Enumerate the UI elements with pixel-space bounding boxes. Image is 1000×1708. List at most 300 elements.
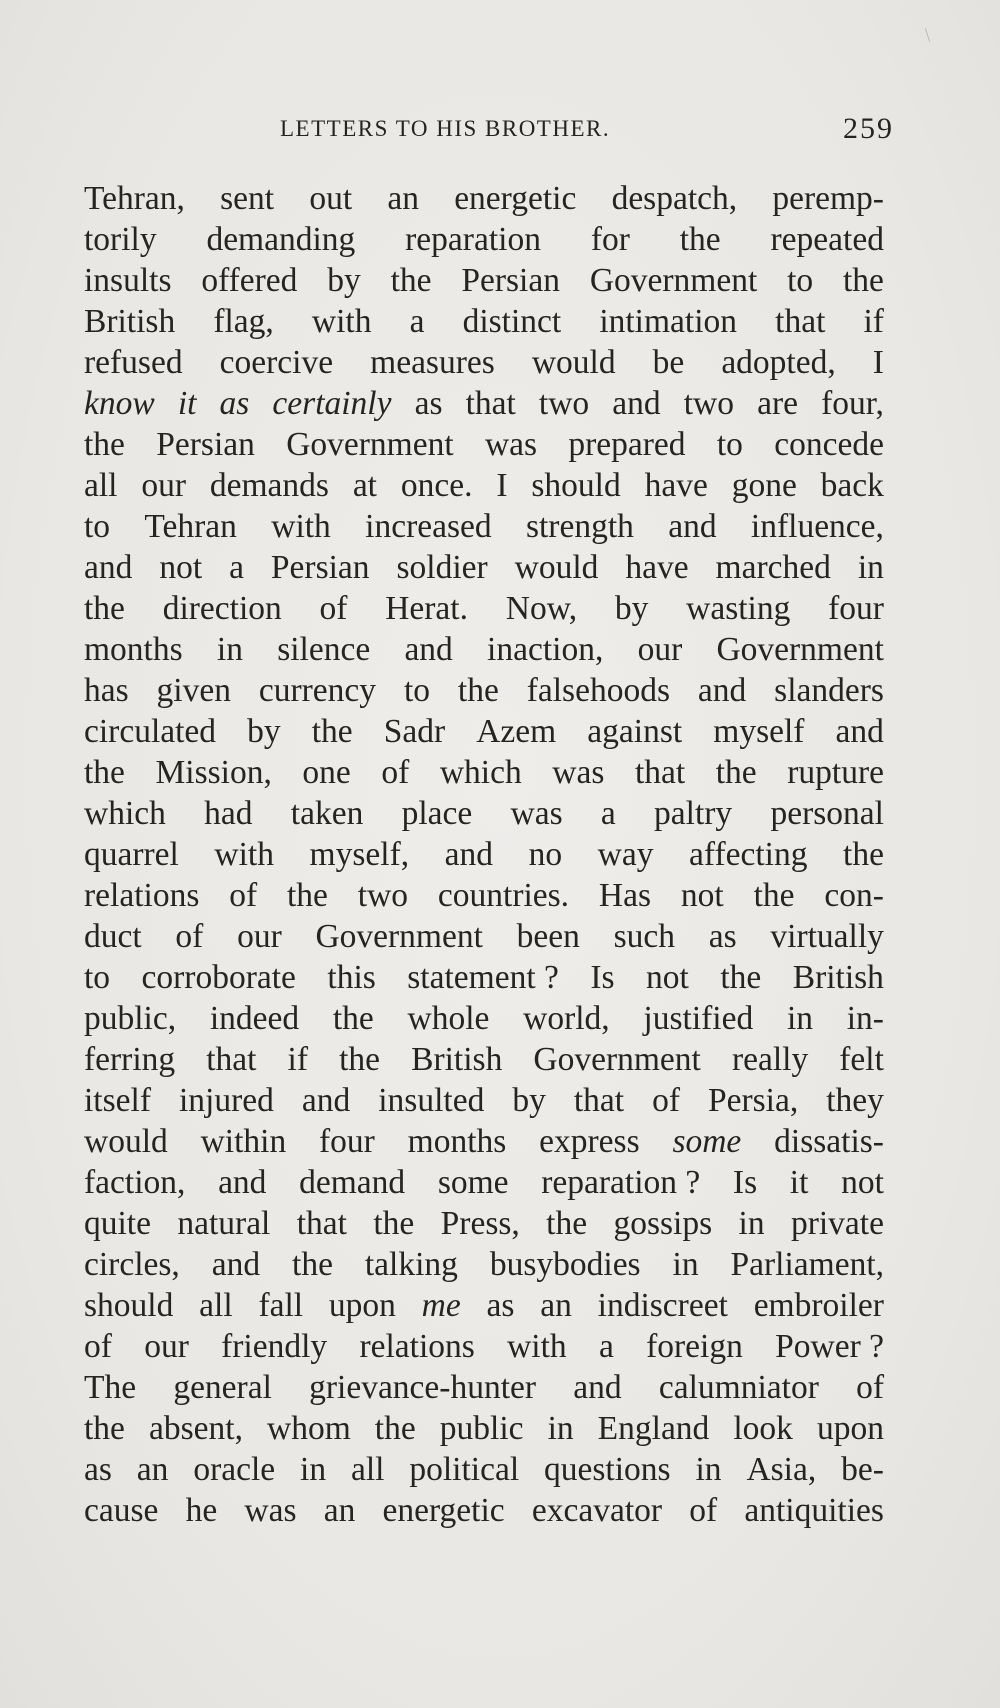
word: increased [365, 508, 492, 545]
word: busybodies [489, 1246, 641, 1283]
word: whole [407, 1000, 490, 1037]
text-line [84, 1449, 884, 1490]
word: myself, [309, 836, 410, 873]
text-line [84, 1367, 884, 1408]
word: rupture [787, 754, 884, 791]
word: the [84, 1410, 125, 1447]
word: this [327, 959, 376, 996]
word: know [84, 385, 155, 422]
word: the [374, 1410, 416, 1447]
word: oracle [193, 1451, 276, 1488]
word: wasting [686, 590, 791, 627]
word: Power ? [775, 1328, 884, 1365]
word: embroiler [753, 1287, 884, 1324]
text-line [84, 342, 884, 383]
word: in [857, 549, 884, 586]
text-line [84, 1408, 884, 1449]
text-line [84, 1162, 884, 1203]
word: back [820, 467, 884, 504]
word: demands [209, 467, 329, 504]
word: out [309, 180, 353, 217]
word: political [409, 1451, 520, 1488]
word: British [84, 303, 176, 340]
word: refused [84, 344, 183, 381]
page-edge-mark [925, 28, 930, 42]
text-line [84, 588, 884, 629]
word: intimation [599, 303, 738, 340]
word: the [842, 262, 884, 299]
word: of [175, 918, 204, 955]
word: indiscreet [597, 1287, 728, 1324]
word: look [733, 1410, 793, 1447]
word: that [206, 1041, 257, 1078]
text-line [84, 670, 884, 711]
word: in [547, 1410, 574, 1447]
text-line [84, 793, 884, 834]
word: paltry [654, 795, 733, 832]
word: some [672, 1123, 742, 1160]
word: Asia, [746, 1451, 817, 1488]
word: Government [315, 918, 483, 955]
word: at [352, 467, 377, 504]
word: which [84, 795, 166, 832]
word: as [84, 1451, 112, 1488]
word: Mission, [155, 754, 272, 791]
word: and [218, 1164, 267, 1201]
word: relations [84, 877, 200, 914]
word: one [302, 754, 351, 791]
word: have [625, 549, 689, 586]
word: all [199, 1287, 233, 1324]
word: energetic [382, 1492, 505, 1529]
word: the [679, 221, 721, 258]
word: that [775, 303, 826, 340]
text-line [84, 1285, 884, 1326]
word: be- [841, 1451, 884, 1488]
word: the [715, 754, 757, 791]
word: our [237, 918, 282, 955]
word: grievance-hunter [309, 1369, 537, 1406]
word: strength [525, 508, 634, 545]
word: I [872, 344, 884, 381]
word: reparation [405, 221, 541, 258]
word: months [407, 1123, 507, 1160]
word: world, [523, 1000, 610, 1037]
word: and [301, 1082, 351, 1119]
word: two [357, 877, 409, 914]
word: an [136, 1451, 169, 1488]
word: personal [770, 795, 884, 832]
word: the [753, 877, 795, 914]
word: absent, [148, 1410, 243, 1447]
word: in [300, 1451, 327, 1488]
text-line [84, 1326, 884, 1367]
word: have [644, 467, 708, 504]
word: direction [162, 590, 282, 627]
word: repeated [770, 221, 884, 258]
word: reparation ? [541, 1164, 701, 1201]
word: peremp- [772, 180, 884, 217]
word: really [731, 1041, 809, 1078]
word: statement ? [407, 959, 559, 996]
word: two [538, 385, 590, 422]
word: the [84, 590, 125, 627]
word: as [486, 1287, 515, 1324]
word: corroborate [141, 959, 296, 996]
word: and [612, 385, 661, 422]
text-line [84, 752, 884, 793]
word: marched [715, 549, 831, 586]
word: upon [328, 1287, 396, 1324]
word: the [373, 1205, 415, 1242]
word: slanders [774, 672, 884, 709]
text-line [84, 301, 884, 342]
word: was [484, 426, 538, 463]
text-line [84, 1203, 884, 1244]
word: in [786, 1000, 814, 1037]
word: the [286, 877, 328, 914]
word: has [84, 672, 129, 709]
word: to [84, 508, 111, 545]
word: ferring [84, 1041, 176, 1078]
word: way [597, 836, 654, 873]
word: such [613, 918, 676, 955]
word: by [614, 590, 649, 627]
word: that [296, 1205, 347, 1242]
text-line [84, 834, 884, 875]
word: questions [544, 1451, 671, 1488]
word: are [757, 385, 798, 422]
word: an [387, 180, 419, 217]
word: felt [839, 1041, 884, 1078]
word: The [84, 1369, 137, 1406]
word: Persian [270, 549, 370, 586]
word: whom [267, 1410, 351, 1447]
text-line [84, 957, 884, 998]
word: a [229, 549, 244, 586]
word: to [403, 672, 430, 709]
word: calumniator [658, 1369, 819, 1406]
word: as [219, 385, 250, 422]
word: should [531, 467, 621, 504]
word: gone [731, 467, 797, 504]
text-line [84, 465, 884, 506]
word: and [835, 713, 884, 750]
text-line [84, 260, 884, 301]
word: not [159, 549, 203, 586]
word: quarrel [84, 836, 179, 873]
text-line [84, 219, 884, 260]
word: Sadr [383, 713, 446, 750]
word: a [409, 303, 425, 340]
word: Persian [156, 426, 255, 463]
word: affecting [689, 836, 808, 873]
word: of [84, 1328, 112, 1365]
word: of [229, 877, 258, 914]
word: and [404, 631, 453, 668]
word: the [843, 836, 884, 873]
word: Has [598, 877, 652, 914]
word: as [708, 918, 737, 955]
word: demand [299, 1164, 406, 1201]
running-title: LETTERS TO HIS BROTHER. [280, 116, 611, 141]
word: soldier [396, 549, 488, 586]
word: within [200, 1123, 287, 1160]
word: was [510, 795, 563, 832]
word: place [401, 795, 473, 832]
word: a [598, 1328, 614, 1365]
word: and [697, 672, 747, 709]
word: been [516, 918, 580, 955]
word: be [652, 344, 685, 381]
word: a [600, 795, 616, 832]
word: general [173, 1369, 272, 1406]
word: the [390, 262, 432, 299]
word: England [597, 1410, 710, 1447]
word: quite [84, 1205, 151, 1242]
word: coercive [219, 344, 334, 381]
word: Herat. [385, 590, 468, 627]
word: the [339, 1041, 381, 1078]
word: was [552, 754, 605, 791]
word: in [672, 1246, 699, 1283]
word: two [683, 385, 734, 422]
word: to [716, 426, 743, 463]
word: falsehoods [526, 672, 670, 709]
word: some [437, 1164, 509, 1201]
word: upon [816, 1410, 884, 1447]
word: cause [84, 1492, 159, 1529]
word: natural [177, 1205, 271, 1242]
word: relations [359, 1328, 475, 1365]
word: me [421, 1287, 461, 1324]
word: justified [643, 1000, 754, 1037]
word: Government [286, 426, 454, 463]
word: myself [713, 713, 805, 750]
word: of [856, 1369, 884, 1406]
word: demanding [206, 221, 356, 258]
text-line [84, 424, 884, 465]
text-line [84, 383, 884, 424]
word: had [204, 795, 253, 832]
word: dissatis- [774, 1123, 884, 1160]
text-line [84, 1490, 884, 1531]
word: Government [716, 631, 884, 668]
word: insulted [378, 1082, 485, 1119]
word: virtually [770, 918, 884, 955]
word: that [634, 754, 686, 791]
word: it [789, 1164, 809, 1201]
word: for [590, 221, 630, 258]
word: friendly [221, 1328, 328, 1365]
page-number: 259 [843, 112, 894, 145]
text-line [84, 547, 884, 588]
word: injured [178, 1082, 274, 1119]
word: sent [220, 180, 275, 217]
word: private [790, 1205, 884, 1242]
word: if [287, 1041, 309, 1078]
word: torily [84, 221, 157, 258]
text-line [84, 1121, 884, 1162]
word: against [587, 713, 683, 750]
word: would [514, 549, 599, 586]
word: as [414, 385, 443, 422]
word: all [84, 467, 118, 504]
word: with [271, 508, 331, 545]
word: all [350, 1451, 385, 1488]
word: Persia, [707, 1082, 799, 1119]
word: our [144, 1328, 189, 1365]
word: to [84, 959, 111, 996]
word: four [828, 590, 884, 627]
word: and [668, 508, 717, 545]
word: gossips [613, 1205, 713, 1242]
word: by [512, 1082, 546, 1119]
text-line [84, 178, 884, 219]
word: offered [201, 262, 298, 299]
word: four [319, 1123, 375, 1160]
word: circulated [84, 713, 217, 750]
word: would [84, 1123, 168, 1160]
word: Press, [440, 1205, 520, 1242]
word: in [695, 1451, 722, 1488]
word: Government [533, 1041, 701, 1078]
word: concede [774, 426, 884, 463]
word: faction, [84, 1164, 186, 1201]
word: Government [589, 262, 758, 299]
word: not [646, 959, 689, 996]
word: fall [258, 1287, 304, 1324]
word: four, [821, 385, 884, 422]
word: certainly [272, 385, 392, 422]
word: adopted, [721, 344, 836, 381]
word: Is [732, 1164, 758, 1201]
word: that [573, 1082, 625, 1119]
word: the [332, 1000, 374, 1037]
word: indeed [209, 1000, 300, 1037]
word: countries. [437, 877, 570, 914]
word: the [546, 1205, 588, 1242]
word: that [465, 385, 516, 422]
word: Parliament, [730, 1246, 884, 1283]
word: British [411, 1041, 503, 1078]
word: with [214, 836, 274, 873]
word: of [381, 754, 410, 791]
word: no [528, 836, 563, 873]
word: Now, [505, 590, 578, 627]
word: I [496, 467, 508, 504]
word: if [863, 303, 884, 340]
word: the [720, 959, 762, 996]
word: it [177, 385, 197, 422]
word: antiquities [744, 1492, 884, 1529]
word: Tehran, [84, 180, 185, 217]
word: the [311, 713, 353, 750]
word: in [216, 631, 243, 668]
word: to [787, 262, 814, 299]
word: which [439, 754, 522, 791]
word: given [156, 672, 231, 709]
word: an [323, 1492, 356, 1529]
word: the [84, 426, 125, 463]
word: Tehran [144, 508, 237, 545]
word: the [84, 754, 125, 791]
word: flag, [213, 303, 274, 340]
text-line [84, 916, 884, 957]
word: with [311, 303, 372, 340]
text-line [84, 1039, 884, 1080]
word: and [444, 836, 494, 873]
word: in- [846, 1000, 884, 1037]
text-line [84, 1080, 884, 1121]
word: taken [290, 795, 364, 832]
text-line [84, 711, 884, 752]
word: Persian [461, 262, 560, 299]
word: influence, [750, 508, 884, 545]
word: not [680, 877, 724, 914]
word: con- [824, 877, 884, 914]
text-line [84, 875, 884, 916]
word: duct [84, 918, 142, 955]
word: public, [84, 1000, 177, 1037]
word: an [540, 1287, 572, 1324]
text-line [84, 998, 884, 1039]
word: despatch, [611, 180, 738, 217]
word: inaction, [487, 631, 604, 668]
word: they [826, 1082, 884, 1119]
word: measures [370, 344, 495, 381]
word: not [841, 1164, 884, 1201]
word: our [637, 631, 683, 668]
word: energetic [454, 180, 577, 217]
word: itself [84, 1082, 151, 1119]
word: with [507, 1328, 567, 1365]
word: was [244, 1492, 297, 1529]
body-text [84, 178, 884, 1531]
word: the [292, 1246, 333, 1283]
word: the [457, 672, 499, 709]
word: British [792, 959, 884, 996]
word: he [185, 1492, 218, 1529]
word: Is [590, 959, 615, 996]
word: prepared [568, 426, 686, 463]
word: months [84, 631, 183, 668]
word: would [531, 344, 616, 381]
text-line [84, 506, 884, 547]
word: excavator [531, 1492, 663, 1529]
word: foreign [646, 1328, 743, 1365]
word: by [247, 713, 281, 750]
word: and [573, 1369, 622, 1406]
running-head [84, 112, 894, 152]
word: currency [258, 672, 377, 709]
word: Azem [476, 713, 557, 750]
word: our [141, 467, 186, 504]
word: by [327, 262, 361, 299]
word: and [211, 1246, 261, 1283]
word: of [319, 590, 348, 627]
word: talking [364, 1246, 458, 1283]
word: should [84, 1287, 174, 1324]
word: of [652, 1082, 680, 1119]
word: once. [400, 467, 473, 504]
word: of [689, 1492, 718, 1529]
word: silence [277, 631, 371, 668]
word: circles, [84, 1246, 180, 1283]
text-line [84, 629, 884, 670]
word: insults [84, 262, 172, 299]
text-line [84, 1244, 884, 1285]
